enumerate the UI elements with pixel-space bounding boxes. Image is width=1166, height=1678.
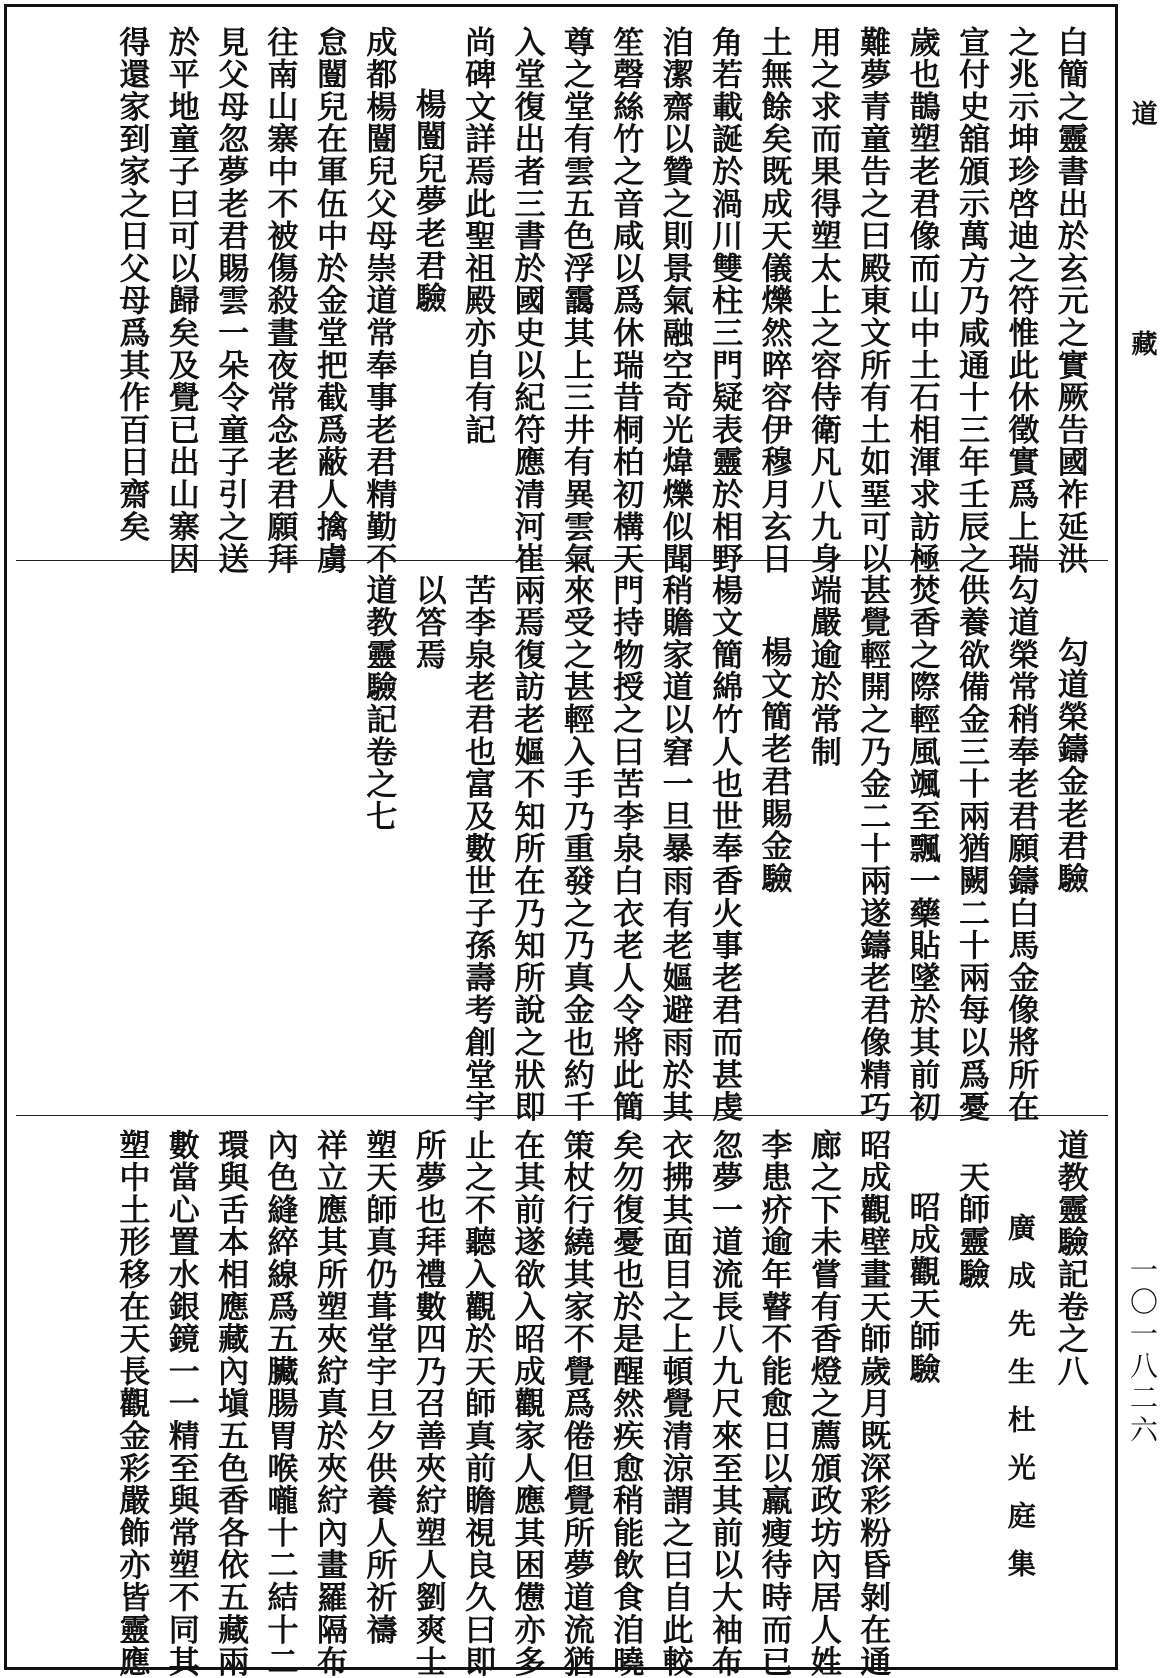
column-text: 以答焉 <box>409 574 446 671</box>
text-column <box>946 574 995 1124</box>
column-text: 焚香之際輕風颯至飄一藥貼墜於其前初 <box>903 574 940 1124</box>
text-column <box>403 574 452 1101</box>
text-column <box>847 574 896 1124</box>
column-text: 李患疥逾年瞽不能愈日以羸瘦待時而已 <box>755 1129 792 1678</box>
column-text: 楊文簡綿竹人也世奉香火事老君而甚虔 <box>706 574 743 1124</box>
column-text: 環與舌本相應藏內塡五色香各依五藏兩 <box>212 1129 249 1678</box>
column-text: 用之求而果得塑太上之容侍衛凡八九身 <box>804 26 841 576</box>
text-column <box>501 574 550 1124</box>
text-column <box>106 1129 155 1678</box>
column-text: 宣付史舘頒示萬方乃咸通十三年壬辰之 <box>953 26 990 576</box>
text-section-1 <box>16 12 1108 576</box>
column-text: 所夢也拜禮數四乃召善夾紵塑人劉爽士 <box>409 1129 446 1678</box>
column-text: 甚覺輕開之乃金二十兩遂鑄老君像精巧 <box>854 574 891 1124</box>
section-heading <box>403 26 452 546</box>
text-column <box>353 26 402 576</box>
text-column <box>748 1129 797 1678</box>
column-text: 洎潔齋以贊之則景氣融空奇光煒爍似聞 <box>656 26 693 576</box>
text-column <box>699 26 748 576</box>
column-text: 成都楊闓兒父母崇道常奉事老君精勤不 <box>360 26 397 576</box>
text-column <box>798 574 847 1101</box>
column-text: 怠闓兒在軍伍中於金堂把截爲蔽人擒虜 <box>310 26 347 576</box>
text-column <box>156 1129 205 1678</box>
column-text: 止之不聽入觀於天師真前瞻視良久曰即 <box>459 1129 496 1678</box>
text-column <box>699 1129 748 1678</box>
margin-char-zang: 藏 <box>1127 330 1157 356</box>
margin-label-top <box>1122 100 1162 160</box>
column-text: 笙磬絲竹之音咸以爲休瑞昔桐柏初構天 <box>607 26 644 576</box>
column-text: 昭成觀壁畫天師歲月既深彩粉昏剝在通 <box>854 1129 891 1678</box>
author-line <box>995 1129 1044 1644</box>
text-column <box>304 1129 353 1678</box>
text-column <box>798 26 847 576</box>
volume-title <box>1045 1129 1094 1644</box>
text-column <box>600 26 649 576</box>
column-text: 得還家到家之日父母爲其作百日齋矣 <box>113 26 150 543</box>
column-text: 祥立應其所塑夾紵真於夾紵內畫羅隔布 <box>310 1129 347 1678</box>
text-column <box>896 574 945 1124</box>
column-text: 苦李泉老君也富及數世子孫壽考創堂宇 <box>459 574 496 1124</box>
column-text: 白簡之靈書出於玄元之實厥告國祚延洪 <box>1051 26 1088 576</box>
text-column <box>995 26 1044 576</box>
column-text: 往南山寨中不被傷殺晝夜常念老君願拜 <box>261 26 298 576</box>
text-column <box>106 26 155 546</box>
column-text: 角若載誕於渦川雙柱三門疑表靈於相野 <box>706 26 743 576</box>
text-column <box>896 26 945 576</box>
column-text: 楊闓兒夢老君驗 <box>409 88 446 315</box>
text-column <box>798 1129 847 1678</box>
text-column <box>995 574 1044 1124</box>
column-text: 之兆示坤珍啓迪之符惟此休徵實爲上瑞 <box>1002 26 1039 576</box>
column-text: 塑天師真仍葺堂宇旦夕供養人所祈禱 <box>360 1129 397 1646</box>
text-column <box>600 574 649 1124</box>
column-text: 道教靈驗記卷之八 <box>1051 1129 1088 1388</box>
text-column <box>699 574 748 1124</box>
text-column <box>649 574 698 1124</box>
column-text: 勾道榮鑄金老君驗 <box>1051 636 1088 895</box>
text-column <box>205 26 254 576</box>
text-column <box>452 1129 501 1678</box>
column-text: 稍贍家道以窘一旦暴雨有老嫗避雨於其 <box>656 574 693 1124</box>
column-text: 尚碑文詳焉此聖祖殿亦自有記 <box>459 26 496 446</box>
column-text: 來受之甚輕入手乃重發之乃真金也約千 <box>557 574 594 1124</box>
column-text: 內色縫綷線爲五臟腸胃喉嚨十二結十二 <box>261 1129 298 1678</box>
margin-label-mid <box>1122 330 1162 390</box>
column-text: 端嚴逾於常制 <box>804 574 841 768</box>
column-text: 入堂復出者三書於國史以紀符應清河崔 <box>508 26 545 576</box>
text-column <box>748 26 797 576</box>
column-text: 楊文簡老君賜金驗 <box>755 636 792 895</box>
column-text: 道教靈驗記卷之七 <box>360 574 397 833</box>
text-column <box>501 26 550 576</box>
text-column <box>205 1129 254 1678</box>
margin-char-dao: 道 <box>1127 100 1157 126</box>
text-column <box>551 574 600 1124</box>
text-column <box>501 1129 550 1678</box>
text-column <box>304 26 353 576</box>
text-column <box>452 26 501 546</box>
column-text: 昭成觀天師驗 <box>903 1191 940 1385</box>
column-text: 歲也鵲塑老君像而山中土石相渾求訪極 <box>903 26 940 576</box>
text-column <box>452 574 501 1124</box>
column-text: 塑中土形移在天長觀金彩嚴飾亦皆靈應 <box>113 1129 150 1678</box>
text-column <box>403 1129 452 1678</box>
column-text: 天師靈驗 <box>953 1161 990 1291</box>
text-section-2 <box>16 560 1108 1124</box>
column-text: 見父母忽夢老君賜雲一朵令童子引之送 <box>212 26 249 576</box>
column-text: 策杖行繞其家不覺爲倦但覺所夢道流猶 <box>557 1129 594 1678</box>
text-section-3 <box>16 1115 1108 1678</box>
text-column <box>847 26 896 576</box>
column-text: 於平地童子曰可以歸矣及覺已出山寨因 <box>162 26 199 576</box>
page-number <box>1122 1255 1162 1615</box>
column-text: 數當心置水銀鏡一一精至與常塑不同其 <box>162 1129 199 1678</box>
column-text: 廣成先生杜光庭集 <box>1003 1213 1037 1597</box>
column-text: 尊之堂有雲五色浮靄其上三井有異雲氣 <box>557 26 594 576</box>
category-heading <box>946 1129 995 1644</box>
text-column <box>600 1129 649 1678</box>
column-text: 門持物授之曰苦李泉白衣老人令將此簡 <box>607 574 644 1124</box>
volume-end-title <box>353 574 402 1101</box>
text-column <box>353 1129 402 1644</box>
column-text: 在其前遂欲入昭成觀家人應其困憊亦多 <box>508 1129 545 1678</box>
text-column <box>551 26 600 576</box>
page-number-text: 一〇一八二六 <box>1126 1255 1159 1447</box>
column-text: 土無餘矣既成天儀爍然晬容伊穆月玄日 <box>755 26 792 576</box>
column-text: 矣勿復憂也於是醒然疾愈稍能飲食洎曉 <box>607 1129 644 1678</box>
text-column <box>156 26 205 576</box>
column-text: 衣拂其面目之上頓覺清涼謂之曰自此較 <box>656 1129 693 1678</box>
section-heading <box>896 1129 945 1644</box>
text-column <box>1045 26 1094 576</box>
text-column <box>254 26 303 576</box>
section-heading <box>748 574 797 1101</box>
column-text: 勾道榮常稍奉老君願鑄白馬金像將所在 <box>1002 574 1039 1124</box>
column-text: 忽夢一道流長八九尺來至其前以大袖布 <box>706 1129 743 1678</box>
text-column <box>847 1129 896 1678</box>
text-column <box>254 1129 303 1678</box>
column-text: 兩焉復訪老嫗不知所在乃知所說之狀即 <box>508 574 545 1124</box>
column-text: 難夢青童告之曰殿東文所有土如堊可以 <box>854 26 891 576</box>
text-column <box>946 26 995 576</box>
text-column <box>649 26 698 576</box>
text-column <box>649 1129 698 1678</box>
text-column <box>551 1129 600 1678</box>
section-heading <box>1045 574 1094 1101</box>
column-text: 供養欲備金三十兩猶闕二十兩每以爲憂 <box>953 574 990 1124</box>
column-text: 廊之下未嘗有香燈之薦頒政坊內居人姓 <box>804 1129 841 1678</box>
